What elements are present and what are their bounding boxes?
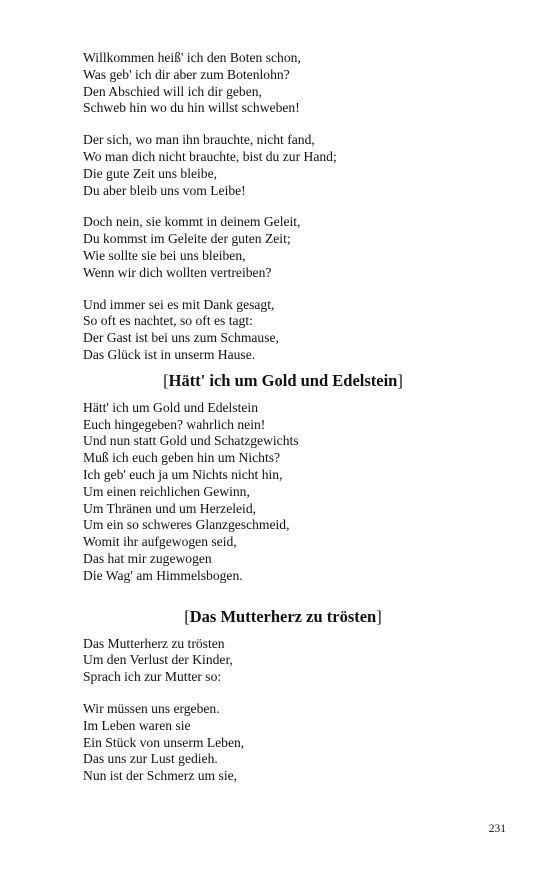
stanza <box>83 214 483 281</box>
stanza <box>83 297 483 364</box>
verse-line: Muß ich euch geben hin um Nichts? <box>83 450 281 466</box>
verse-line: Nun ist der Schmerz um sie, <box>83 768 238 784</box>
poem-1 <box>83 50 483 364</box>
verse-line: Was geb' ich dir aber zum Botenlohn? <box>83 66 290 82</box>
stanza <box>83 701 483 785</box>
title-bracket-close: ] <box>397 370 403 390</box>
poem-title <box>83 371 483 391</box>
verse-line: Und nun statt Gold und Schatzgewichts <box>83 433 299 449</box>
verse-line: Das Glück ist in unserm Hause. <box>83 346 256 362</box>
verse-line: Und immer sei es mit Dank gesagt, <box>83 296 275 312</box>
verse-line: Womit ihr aufgewogen seid, <box>83 534 237 550</box>
stanza <box>83 636 483 686</box>
page-content <box>83 50 483 785</box>
stanza <box>83 400 483 585</box>
verse-line: Das hat mir zugewogen <box>83 550 212 566</box>
verse-line: Um Thränen und um Herzeleid, <box>83 500 257 516</box>
verse-line: Um ein so schweres Glanzgeschmeid, <box>83 517 290 533</box>
poem-2 <box>83 400 483 585</box>
verse-line: Die Wag' am Himmelsbogen. <box>83 567 243 583</box>
verse-line: Wie sollte sie bei uns bleiben, <box>83 247 246 263</box>
verse-line: Der Gast ist bei uns zum Schmause, <box>83 330 279 346</box>
verse-line: Wo man dich nicht brauchte, bist du zur Hand; <box>83 148 337 164</box>
title-bracket-open: [ <box>163 370 169 390</box>
poem-title-text: Hätt' ich um Gold und Edelstein <box>168 370 398 390</box>
stanza <box>83 132 483 199</box>
verse-line: Du aber bleib uns vom Leibe! <box>83 182 246 198</box>
verse-line: Wenn wir dich wollten vertreiben? <box>83 264 272 280</box>
verse-line: Hätt' ich um Gold und Edelstein <box>83 399 258 415</box>
verse-line: Um den Verlust der Kinder, <box>83 652 233 668</box>
verse-line: Ein Stück von unserm Leben, <box>83 734 245 750</box>
verse-line: Willkommen heiß' ich den Boten schon, <box>83 50 301 65</box>
verse-line: Sprach ich zur Mutter so: <box>83 669 222 685</box>
verse-line: Wir müssen uns ergeben. <box>83 700 220 716</box>
verse-line: Doch nein, sie kommt in deinem Geleit, <box>83 214 301 230</box>
page-number: 231 <box>488 823 506 835</box>
verse-line: Das Mutterherz zu trösten <box>83 635 225 651</box>
stanza <box>83 50 483 117</box>
verse-line: Die gute Zeit uns bleibe, <box>83 165 218 181</box>
verse-line: Euch hingegeben? wahrlich nein! <box>83 416 266 432</box>
poem-title-text: Das Mutterherz zu trösten <box>189 606 377 626</box>
verse-line: Du kommst im Geleite der guten Zeit; <box>83 231 291 247</box>
verse-line: Den Abschied will ich dir geben, <box>83 83 262 99</box>
verse-line: Der sich, wo man ihn brauchte, nicht fand, <box>83 132 315 148</box>
verse-line: So oft es nachtet, so oft es tagt: <box>83 313 253 329</box>
poem-title <box>83 607 483 627</box>
verse-line: Ich geb' euch ja um Nichts nicht hin, <box>83 466 283 482</box>
verse-line: Das uns zur Lust gedieh. <box>83 751 218 767</box>
title-bracket-open: [ <box>184 606 190 626</box>
title-bracket-close: ] <box>376 606 382 626</box>
verse-line: Im Leben waren sie <box>83 717 191 733</box>
verse-line: Um einen reichlichen Gewinn, <box>83 483 250 499</box>
verse-line: Schweb hin wo du hin willst schweben! <box>83 100 300 116</box>
poem-3 <box>83 636 483 785</box>
